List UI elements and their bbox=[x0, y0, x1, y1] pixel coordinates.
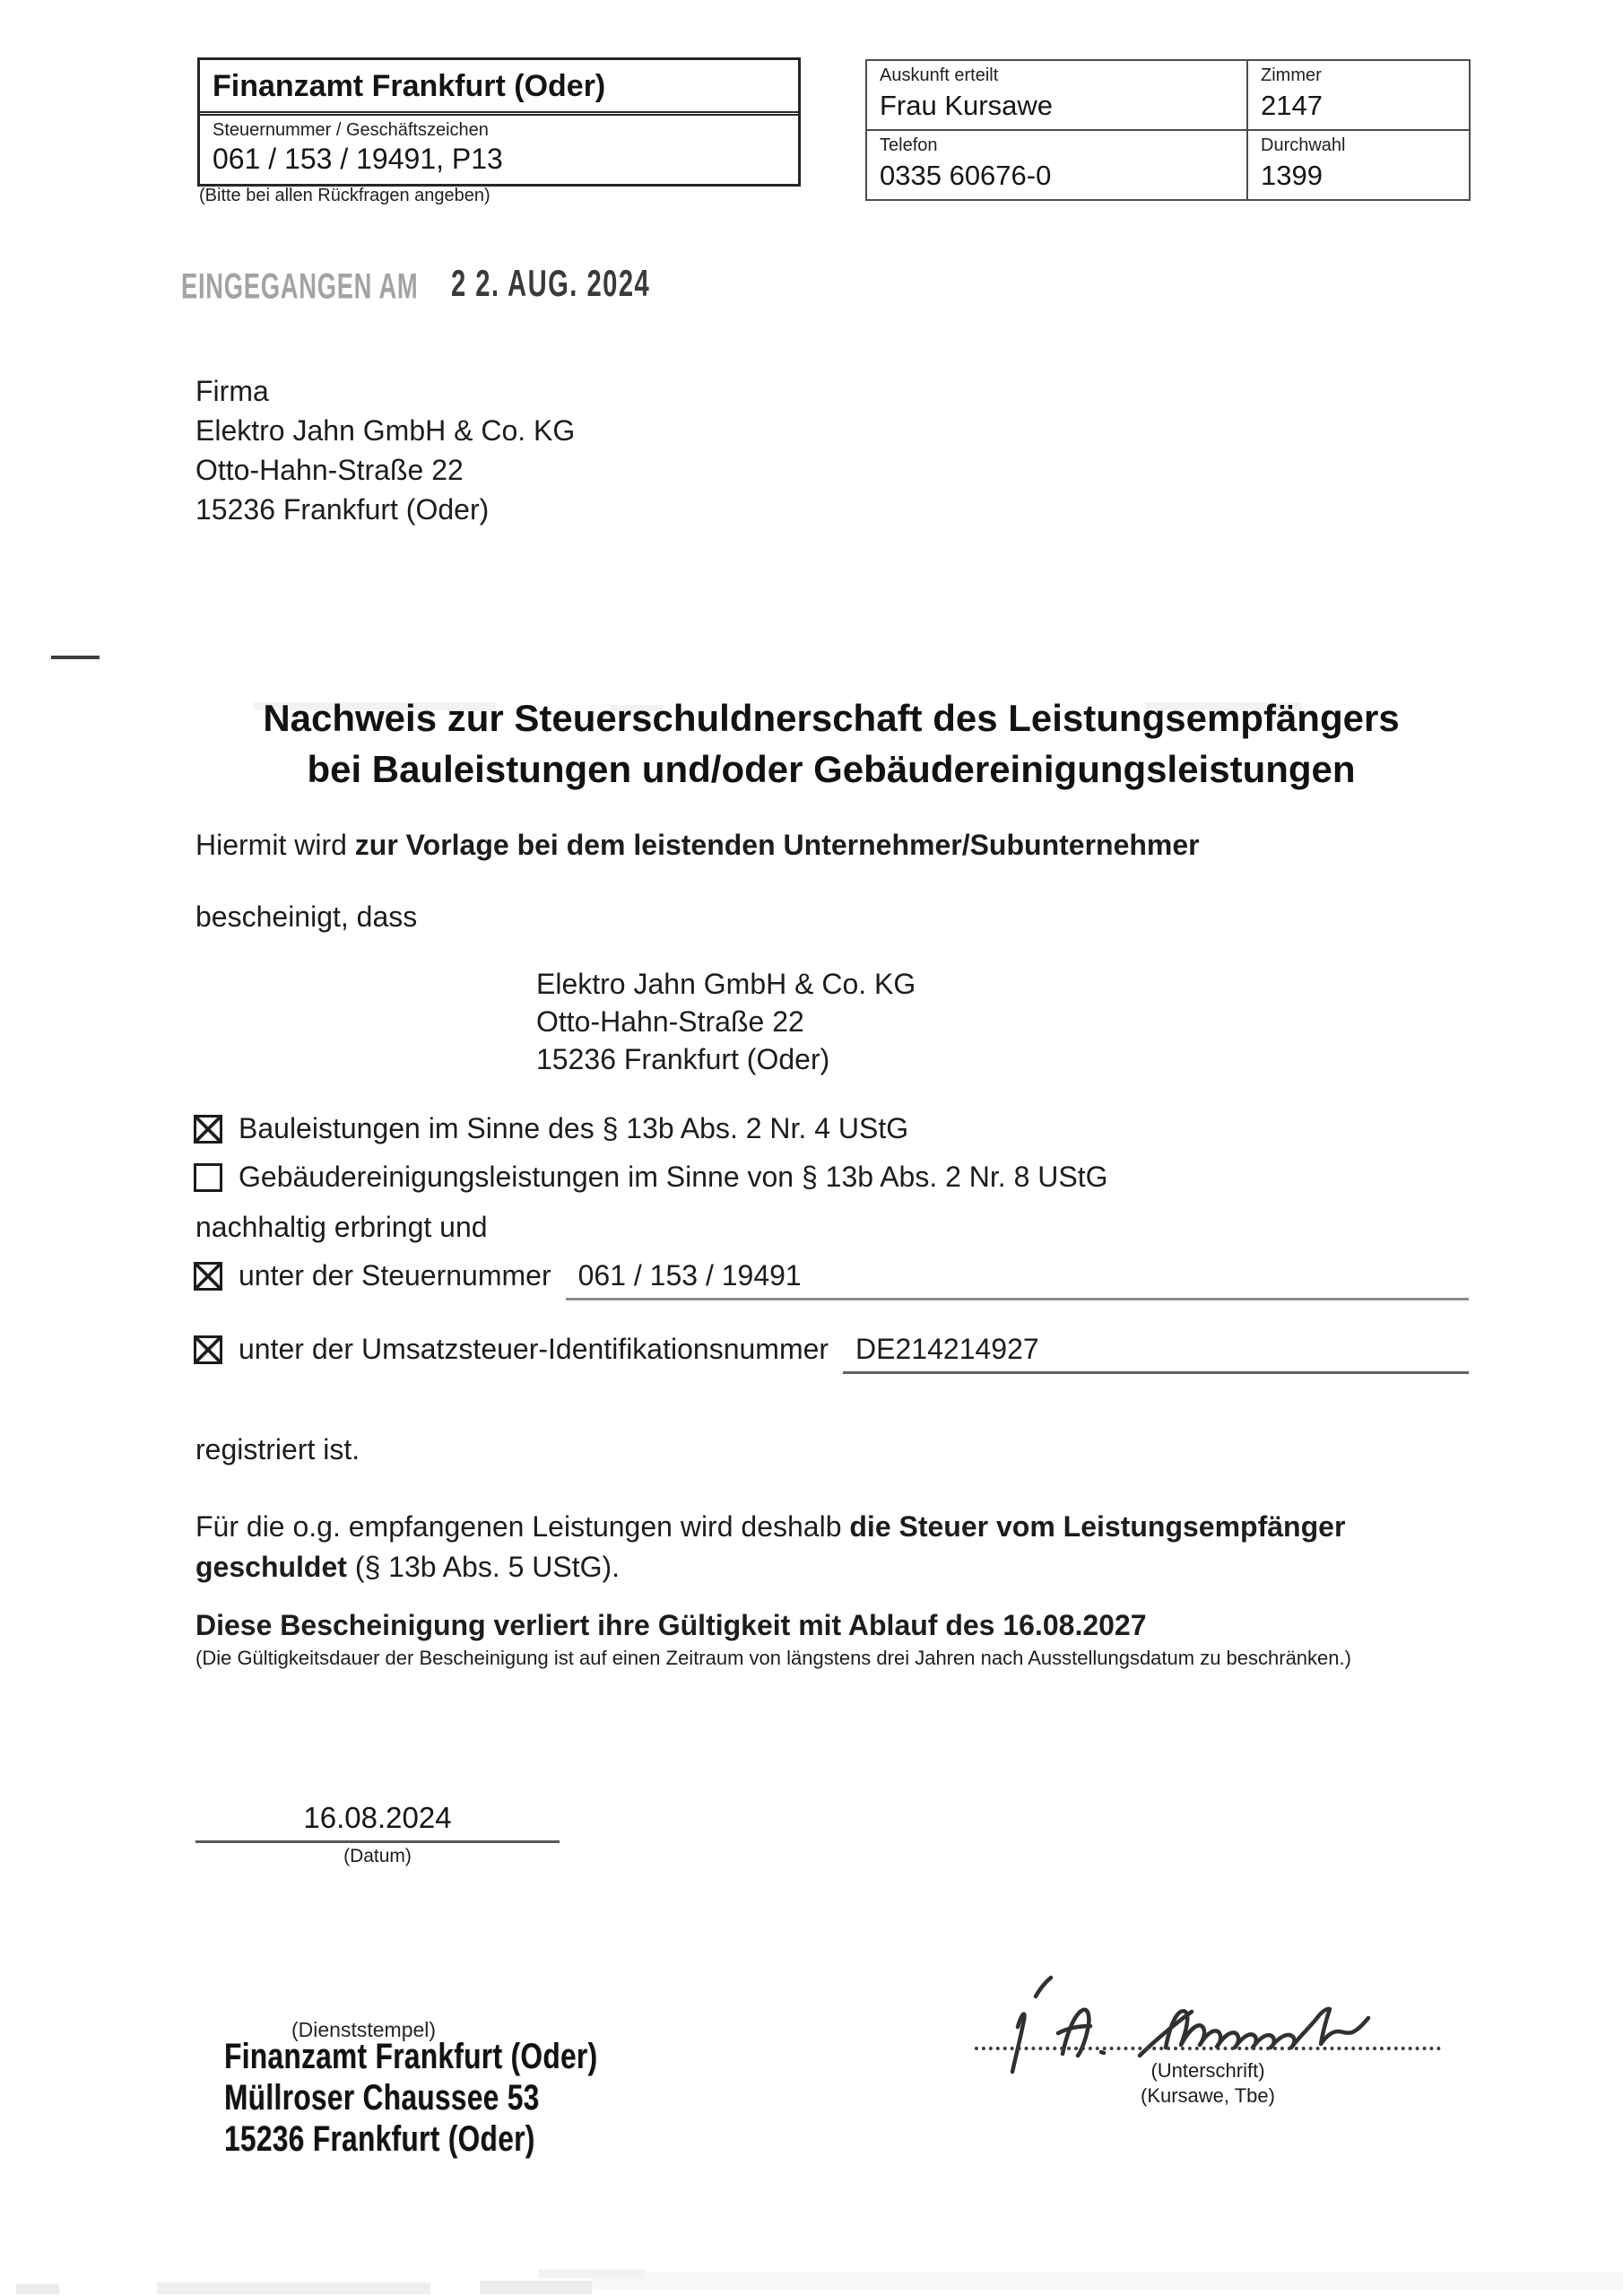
document-title-line1: Nachweis zur Steuerschuldnerschaft des Leistungsempfängers bbox=[263, 697, 1400, 739]
checkbox-row-construction bbox=[194, 1112, 1469, 1145]
scan-artifact bbox=[538, 2269, 646, 2278]
recipient-line: 15236 Frankfurt (Oder) bbox=[195, 493, 490, 526]
received-stamp-date: 2 2. AUG. 2024 bbox=[451, 263, 651, 305]
contact-cell-phone bbox=[867, 129, 1246, 199]
recipient-line: Otto-Hahn-Straße 22 bbox=[195, 454, 464, 486]
taxnumber-value-line bbox=[566, 1259, 1469, 1300]
checkbox-row-taxnumber bbox=[194, 1259, 1469, 1300]
checkbox-construction-label: Bauleistungen im Sinne des § 13b Abs. 2 Nr. 4 UStG bbox=[239, 1112, 909, 1144]
intro-paragraph bbox=[195, 829, 1200, 862]
validity-line: Diese Bescheinigung verliert ihre Gültigkeit mit Ablauf des 16.08.2027 bbox=[195, 1609, 1147, 1641]
company-line: Otto-Hahn-Straße 22 bbox=[536, 1005, 804, 1038]
office-note: (Bitte bei allen Rückfragen angeben) bbox=[199, 186, 490, 205]
phone-value: 0335 60676-0 bbox=[880, 160, 1052, 191]
contact-cell-room bbox=[1246, 61, 1469, 129]
tax-number-value: 061 / 153 / 19491, P13 bbox=[213, 143, 503, 175]
room-label: Zimmer bbox=[1261, 65, 1322, 85]
document-title-line2: bei Bauleistungen und/oder Gebäudereinigungsleistungen bbox=[307, 748, 1356, 790]
checkbox-row-cleaning bbox=[194, 1161, 1469, 1194]
room-value: 2147 bbox=[1261, 90, 1323, 121]
certify-line: bescheinigt, dass bbox=[195, 900, 418, 933]
contact-box bbox=[865, 59, 1471, 201]
signature-line bbox=[975, 2047, 1441, 2050]
date-label: (Datum) bbox=[343, 1846, 412, 1866]
vatid-value-line bbox=[843, 1333, 1469, 1374]
subject-company-address bbox=[536, 965, 916, 1078]
scan-artifact bbox=[592, 2273, 1623, 2289]
office-name: Finanzamt Frankfurt (Oder) bbox=[213, 69, 606, 103]
office-header-box bbox=[197, 57, 801, 187]
taxnumber-label: unter der Steuernummer bbox=[239, 1259, 551, 1292]
service-stamp-label: (Dienststempel) bbox=[291, 2018, 437, 2041]
checkbox-cleaning-label: Gebäudereinigungsleistungen im Sinne von § 13b Abs. 2 Nr. 8 UStG bbox=[239, 1161, 1108, 1193]
fold-mark bbox=[51, 656, 100, 659]
extension-value: 1399 bbox=[1261, 160, 1323, 191]
checkbox-cleaning bbox=[194, 1163, 222, 1192]
consequence-paragraph bbox=[195, 1507, 1437, 1587]
intro-bold: zur Vorlage bei dem leistenden Unternehmer/Subunternehmer bbox=[354, 829, 1200, 861]
recipient-line: Firma bbox=[195, 375, 269, 407]
contact-cell-info bbox=[867, 61, 1246, 129]
checkbox-vatid bbox=[194, 1335, 222, 1364]
vatid-label: unter der Umsatzsteuer-Identifikationsnummer bbox=[239, 1333, 829, 1365]
consequence-bold: die Steuer vom Leistungsempfänger geschuldet bbox=[195, 1510, 1346, 1583]
vatid-value: DE214214927 bbox=[855, 1333, 1039, 1365]
scan-artifact bbox=[157, 2283, 430, 2294]
validity-note: (Die Gültigkeitsdauer der Bescheinigung ist auf einen Zeitraum von längstens drei Jahren nach Ausstellungsdatum zu beschränken.) bbox=[195, 1647, 1351, 1669]
contact-cell-extension bbox=[1246, 129, 1469, 199]
tax-number-section bbox=[200, 116, 798, 184]
service-stamp bbox=[224, 2034, 664, 2158]
document-title bbox=[39, 692, 1623, 795]
taxnumber-value: 061 / 153 / 19491 bbox=[577, 1259, 802, 1292]
service-stamp-line: Finanzamt Frankfurt (Oder) bbox=[224, 2036, 598, 2076]
info-value: Frau Kursawe bbox=[880, 90, 1053, 121]
company-line: Elektro Jahn GmbH & Co. KG bbox=[536, 968, 916, 1000]
registered-line: registriert ist. bbox=[195, 1433, 360, 1465]
info-label: Auskunft erteilt bbox=[880, 65, 999, 85]
checkbox-row-vatid bbox=[194, 1333, 1469, 1374]
checkbox-construction bbox=[194, 1115, 222, 1144]
signature-name: (Kursawe, Tbe) bbox=[1141, 2084, 1275, 2107]
extension-label: Durchwahl bbox=[1261, 135, 1346, 155]
recipient-address bbox=[195, 371, 575, 529]
service-stamp-line: 15236 Frankfurt (Oder) bbox=[224, 2118, 535, 2159]
consequence-pre: Für die o.g. empfangenen Leistungen wird deshalb bbox=[195, 1510, 850, 1543]
scan-artifact bbox=[16, 2284, 59, 2294]
tax-number-label: Steuernummer / Geschäftszeichen bbox=[213, 120, 489, 140]
date-block bbox=[195, 1801, 560, 1867]
sustain-line: nachhaltig erbringt und bbox=[195, 1211, 488, 1243]
received-stamp-label: EINGEGANGEN AM bbox=[181, 267, 419, 308]
date-value: 16.08.2024 bbox=[195, 1801, 560, 1843]
consequence-post: (§ 13b Abs. 5 UStG). bbox=[346, 1551, 621, 1583]
company-line: 15236 Frankfurt (Oder) bbox=[536, 1043, 830, 1075]
intro-normal: Hiermit wird bbox=[195, 829, 355, 861]
service-stamp-line: Müllroser Chaussee 53 bbox=[224, 2077, 540, 2118]
recipient-line: Elektro Jahn GmbH & Co. KG bbox=[195, 414, 576, 447]
checkbox-taxnumber bbox=[194, 1262, 222, 1291]
phone-label: Telefon bbox=[880, 135, 938, 155]
signature-label: (Unterschrift) bbox=[1150, 2059, 1265, 2082]
scan-artifact bbox=[480, 2281, 592, 2294]
